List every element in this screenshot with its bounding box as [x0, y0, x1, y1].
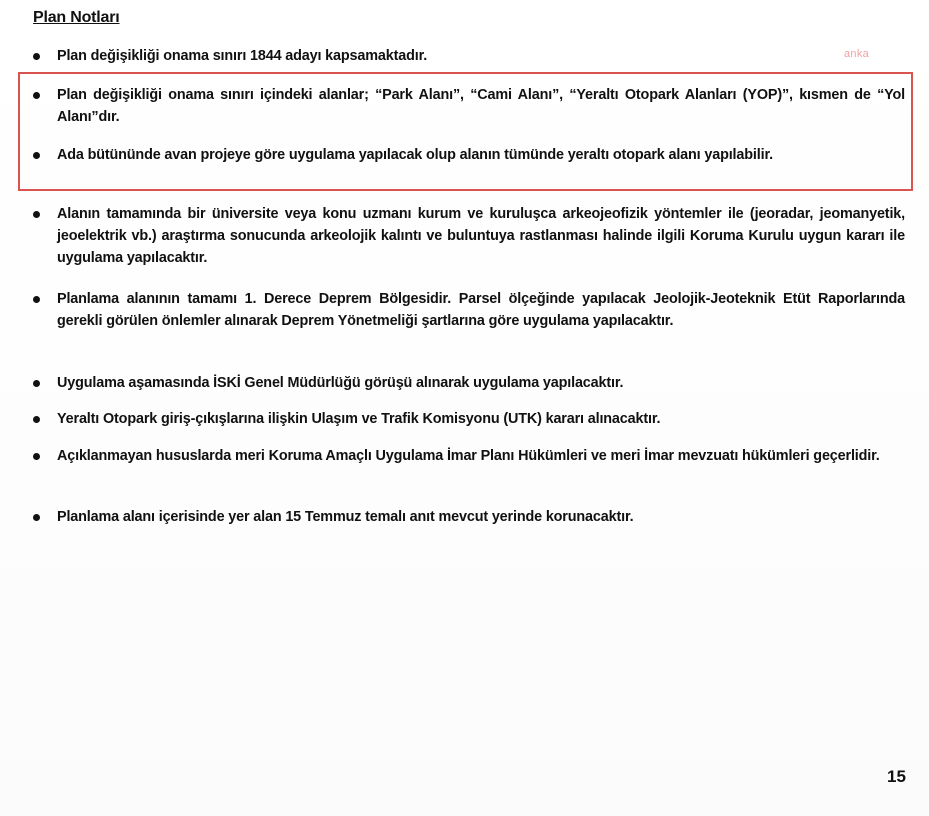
plan-note-item — [57, 288, 905, 332]
plan-note-item — [57, 45, 905, 67]
plan-note-text: Uygulama aşamasında İSKİ Genel Müdürlüğü görüşü alınarak uygulama yapılacaktır. — [57, 375, 624, 391]
bullet-icon — [33, 380, 40, 387]
bullet-icon — [33, 211, 40, 218]
plan-note-text: Plan değişikliği onama sınırı 1844 adayı kapsamaktadır. — [57, 48, 428, 64]
bullet-icon — [33, 514, 40, 521]
plan-note-item — [57, 84, 905, 128]
bullet-icon — [33, 453, 40, 460]
plan-note-item — [57, 445, 905, 467]
page-number: 15 — [887, 767, 906, 786]
bullet-icon — [33, 53, 40, 60]
plan-note-text: Planlama alanı içerisinde yer alan 15 Temmuz temalı anıt mevcut yerinde korunacaktır. — [57, 509, 634, 525]
plan-note-item — [57, 144, 905, 166]
bullet-icon — [33, 92, 40, 99]
section-title: Plan Notları — [33, 9, 120, 26]
bullet-icon — [33, 416, 40, 423]
plan-note-text: Yeraltı Otopark giriş-çıkışlarına ilişkin Ulaşım ve Trafik Komisyonu (UTK) kararı alınacaktır. — [57, 411, 661, 427]
plan-note-item — [57, 372, 905, 394]
plan-note-item — [57, 408, 905, 430]
plan-note-text: Plan değişikliği onama sınırı içindeki alanlar; “Park Alanı”, “Cami Alanı”, “Yeraltı Otopark Alanları (YOP)”, kısmen de “Yol Alanı”dır. — [57, 87, 905, 125]
watermark: anka — [844, 48, 870, 60]
plan-note-text: Açıklanmayan hususlarda meri Koruma Amaçlı Uygulama İmar Planı Hükümleri ve meri İmar mevzuatı hükümleri geçerlidir. — [57, 448, 880, 464]
plan-note-text: Ada bütününde avan projeye göre uygulama yapılacak olup alanın tümünde yeraltı otopark alanı yapılabilir. — [57, 147, 773, 163]
bullet-icon — [33, 296, 40, 303]
plan-note-item — [57, 203, 905, 269]
bullet-icon — [33, 152, 40, 159]
plan-note-text: Planlama alanının tamamı 1. Derece Deprem Bölgesidir. Parsel ölçeğinde yapılacak Jeolojik-Jeoteknik Etüt Raporlarında gerekli görülen önlemler alınarak Deprem Yönetmeliği şartlarına göre uygulama yapılacaktır. — [57, 291, 905, 329]
plan-note-text: Alanın tamamında bir üniversite veya konu uzmanı kurum ve kuruluşca arkeojeofizik yöntemler ile (jeoradar, jeomanyetik, jeoelektrik vb.) araştırma sonucunda arkeolojik kalıntı ve buluntuya rastlanması halinde ilgili Koruma Kurulu uygun kararı ile uygulama yapılacaktır. — [57, 206, 905, 266]
plan-note-item — [57, 506, 905, 528]
